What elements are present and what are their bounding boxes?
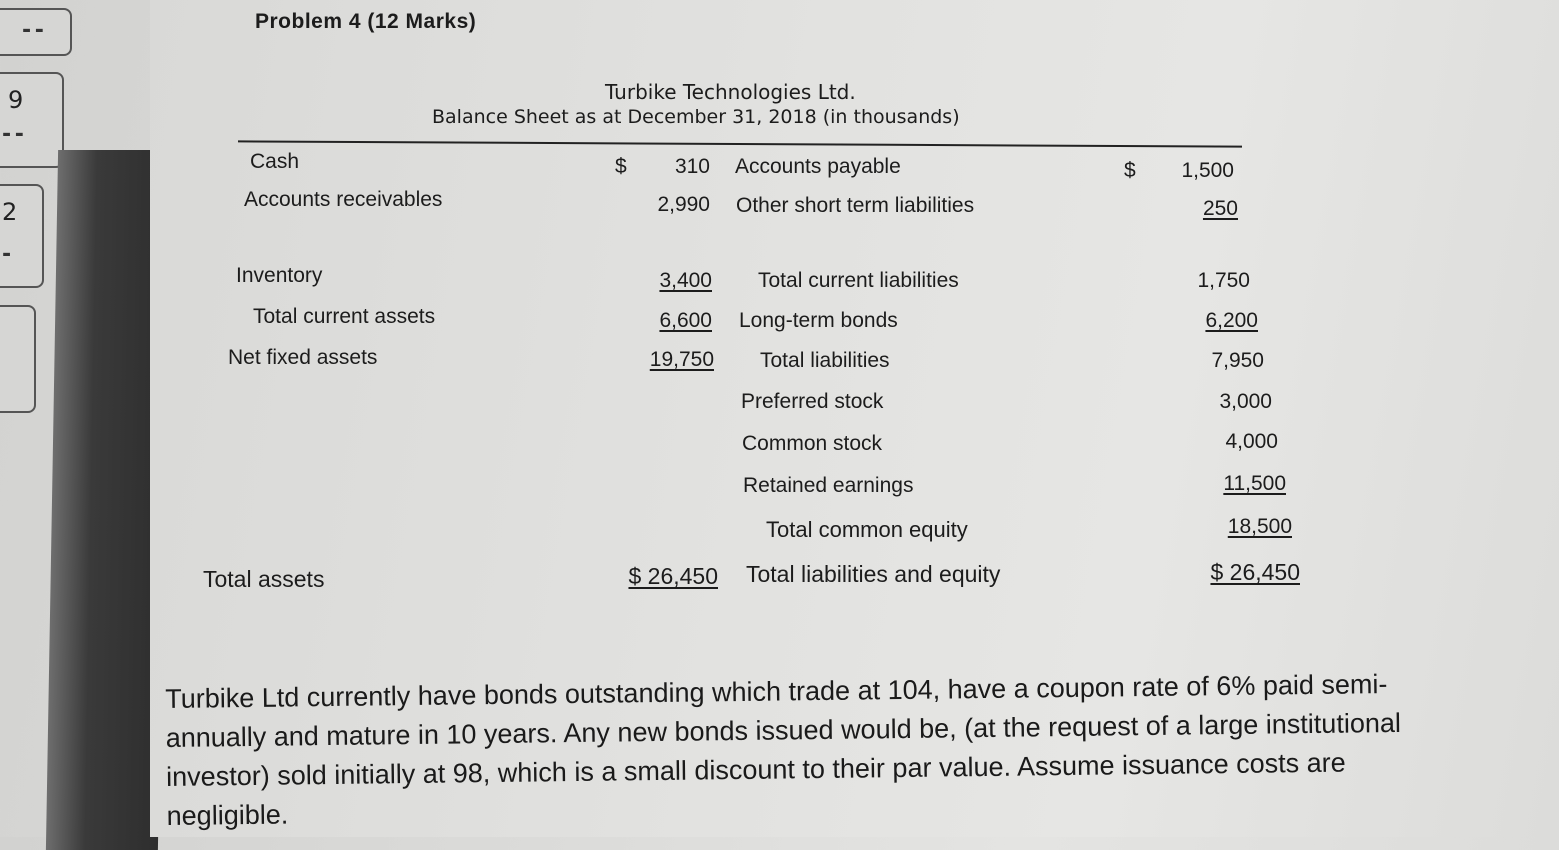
liability-label-total-liabilities: Total liabilities xyxy=(760,349,890,372)
liability-value-total-liabilities: 7,950 xyxy=(1211,349,1264,372)
liability-value-accounts-payable: 1,500 xyxy=(1181,159,1234,182)
asset-label-net-fixed: Net fixed assets xyxy=(228,346,378,369)
total-assets-label: Total assets xyxy=(203,566,325,592)
liability-value-total-current: 1,750 xyxy=(1197,269,1250,292)
asset-dollar-sign: $ xyxy=(615,155,627,178)
asset-label-cash: Cash xyxy=(250,150,300,173)
company-name: Turbike Technologies Ltd. xyxy=(605,80,856,104)
equity-value-preferred-stock: 3,000 xyxy=(1219,390,1272,413)
equity-label-total-common-equity: Total common equity xyxy=(766,517,968,542)
liability-label-long-term-bonds: Long-term bonds xyxy=(739,309,898,332)
asset-value-inventory: 3,400 xyxy=(659,269,712,292)
equity-label-retained-earnings: Retained earnings xyxy=(743,474,914,497)
paragraph-line-4: negligible. xyxy=(166,799,289,831)
asset-value-net-fixed: 19,750 xyxy=(649,348,714,371)
sidebar-question-box-4[interactable] xyxy=(0,305,36,413)
problem-paragraph xyxy=(165,663,1559,836)
liability-value-other-short-term: 250 xyxy=(1202,197,1238,220)
liability-label-other-short-term: Other short term liabilities xyxy=(736,194,975,217)
problem-title: Problem 4 (12 Marks) xyxy=(255,10,477,33)
equity-value-retained-earnings: 11,500 xyxy=(1223,472,1286,495)
paragraph-line-2: annually and mature in 10 years. Any new bonds issued would be, (at the request of a large institutional xyxy=(165,707,1402,753)
question-sidebar xyxy=(0,0,150,837)
total-liabilities-equity-label: Total liabilities and equity xyxy=(746,561,1001,587)
sidebar-dash-3: - xyxy=(2,242,10,267)
total-liabilities-equity-value: $ 26,450 xyxy=(1210,559,1300,585)
equity-value-total-common-equity: 18,500 xyxy=(1227,515,1292,538)
liability-label-total-current: Total current liabilities xyxy=(758,269,959,292)
asset-label-total-current: Total current assets xyxy=(253,305,436,328)
asset-label-receivables: Accounts receivables xyxy=(244,188,443,211)
liability-value-long-term-bonds: 6,200 xyxy=(1205,309,1258,332)
balance-sheet-subtitle: Balance Sheet as at December 31, 2018 (in thousands) xyxy=(432,106,960,128)
asset-value-receivables: 2,990 xyxy=(657,193,710,216)
sidebar-dash-2: - - xyxy=(2,122,22,147)
sidebar-number-9: 9 xyxy=(8,86,24,114)
equity-label-common-stock: Common stock xyxy=(742,432,883,455)
asset-label-inventory: Inventory xyxy=(236,264,323,287)
sidebar-number-2: 2 xyxy=(2,198,18,226)
liability-dollar-sign: $ xyxy=(1124,159,1136,182)
asset-value-total-current: 6,600 xyxy=(659,309,712,332)
total-assets-value: $ 26,450 xyxy=(628,563,718,589)
equity-value-common-stock: 4,000 xyxy=(1225,430,1278,453)
asset-value-cash: 310 xyxy=(674,155,710,178)
paragraph-line-1: Turbike Ltd currently have bonds outstanding which trade at 104, have a coupon rate of 6% paid semi- xyxy=(165,669,1388,714)
liability-label-accounts-payable: Accounts payable xyxy=(735,155,901,178)
paragraph-line-3: investor) sold initially at 98, which is a small discount to their par value. Assume issuance costs are xyxy=(166,747,1346,792)
equity-label-preferred-stock: Preferred stock xyxy=(741,390,884,413)
sidebar-dash-1: - - xyxy=(22,18,42,43)
